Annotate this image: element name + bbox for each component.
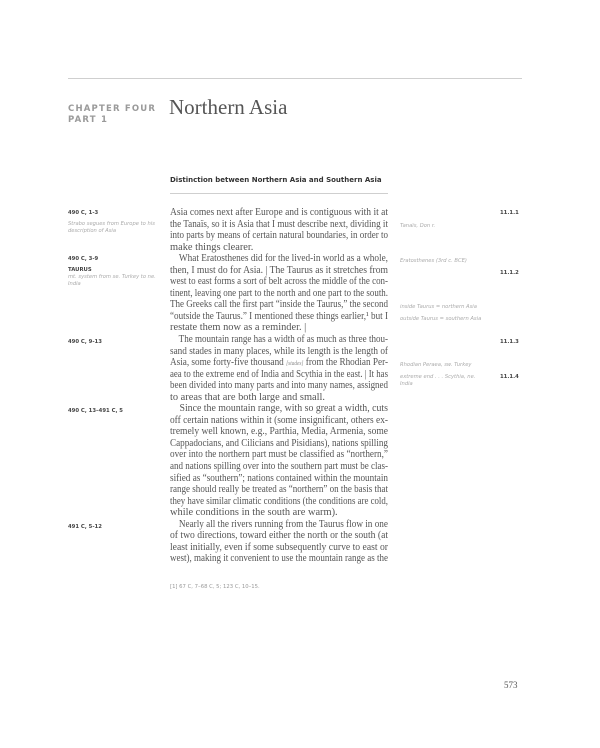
- text-line-content: tinent, leaving one part to the north and one part to the south.: [170, 287, 388, 299]
- text-line: [170, 496, 388, 508]
- text-line-content: then, I must do for Asia. | The Taurus as it stretches from: [170, 264, 388, 276]
- text-line: [170, 230, 388, 242]
- text-line: [170, 380, 388, 392]
- citation-ref: 491 C, 5-12: [68, 524, 102, 530]
- text-line: [170, 334, 388, 346]
- text-line: [170, 242, 388, 254]
- text-line-inner: [170, 288, 388, 300]
- text-line-inner: [170, 496, 388, 508]
- text-line-inner: [170, 392, 325, 404]
- text-line-inner: [170, 207, 388, 219]
- text-line: [170, 288, 388, 300]
- text-line-content: The mountain range has a width of as much as three thou-: [178, 334, 388, 346]
- text-line: [170, 265, 388, 277]
- text-line: [170, 392, 388, 404]
- text-line: [170, 473, 388, 485]
- text-line-inner: [170, 519, 388, 531]
- text-line-inner: [170, 415, 388, 427]
- text-line-inner: [170, 242, 253, 254]
- text-line-inner: [170, 438, 388, 450]
- text-line-inner: [170, 369, 388, 381]
- body-text: [170, 207, 388, 565]
- text-line-inner: [170, 542, 388, 554]
- text-line: [170, 369, 388, 381]
- page-title: Northern Asia: [169, 95, 288, 119]
- margin-note: Strabo segues from Europe to his description of Asia: [68, 221, 155, 234]
- text-line-content: What Eratosthenes did for the lived-in world as a whole,: [178, 253, 388, 265]
- text-line: [170, 484, 388, 496]
- text-line: [170, 253, 388, 265]
- margin-note-group: [68, 256, 160, 288]
- text-line-content: been divided into many parts and into many names, assigned: [170, 380, 388, 392]
- text-line: [170, 507, 388, 519]
- part-number: PART 1: [68, 115, 109, 125]
- chapter-label: [68, 104, 156, 126]
- text-line-content: sified as “southern”; nations contained within the mountain: [170, 472, 388, 484]
- text-line-content: the Tanaïs, so it is Asia that I must describe next, dividing it: [170, 218, 388, 230]
- margin-note-group: [68, 210, 160, 235]
- text-line-content: sand stades in many places, while its length is the length of: [170, 345, 388, 357]
- text-line-inner: [170, 346, 388, 358]
- margin-keyword: TAURUS: [68, 267, 92, 273]
- text-line-content: The Greeks call the first part “inside the Taurus,” the second: [170, 299, 388, 311]
- text-line-content: make things clearer.: [170, 241, 254, 253]
- text-line-inner: [170, 530, 388, 542]
- text-line: [170, 357, 388, 369]
- margin-note: mt. system from se. Turkey to ne. India: [68, 274, 156, 287]
- text-line-inner: [170, 507, 338, 519]
- text-line-content: aea to the extreme end of India and Scythia in the east. | It has: [170, 368, 388, 380]
- section-number: 11.1.3: [500, 339, 519, 345]
- section-number: 11.1.2: [500, 270, 519, 276]
- text-line-content: of two directions, toward either the north or the south (at: [170, 530, 388, 542]
- text-line-content: while conditions in the south are warm).: [170, 507, 338, 519]
- text-line-inner: [170, 334, 388, 346]
- text-line-content: over into the northern part must be classified as “northern,”: [170, 449, 388, 461]
- text-line: [170, 553, 388, 565]
- footnote: [1] 67 C, 7–68 C, 5; 123 C, 10–15.: [170, 584, 260, 590]
- text-line-inner: [170, 403, 388, 415]
- margin-gloss-group: [400, 362, 494, 388]
- text-line: [170, 519, 388, 531]
- text-line-content: Asia, some forty-five thousand: [170, 357, 284, 369]
- text-line-content: west), making it convenient to use the mountain range as the: [170, 553, 388, 565]
- section-number: 11.1.4: [500, 374, 519, 380]
- text-line: [170, 299, 388, 311]
- text-line-inner: [170, 473, 388, 485]
- text-line-content: into parts by means of certain natural boundaries, in order to: [170, 230, 388, 242]
- text-line-inner: [170, 461, 388, 473]
- margin-gloss: Eratosthenes (3rd c. BCE): [400, 258, 467, 264]
- text-line-content: restate them now as a reminder. |: [170, 322, 307, 334]
- text-line-content: range should really be treated as “northern” on the basis that: [170, 484, 388, 496]
- text-line: [170, 449, 388, 461]
- text-line: [170, 530, 388, 542]
- text-line: [170, 322, 388, 334]
- citation-ref: 490 C, 13–491 C, 5: [68, 408, 123, 414]
- text-line-content: Since the mountain range, with so great a width, cuts: [179, 403, 388, 415]
- text-line-content: off certain nations within it (some insignificant, others ex-: [170, 414, 388, 426]
- text-line-content: tremely well known, e.g., Parthia, Media, Armenia, some: [170, 426, 388, 438]
- text-line: [170, 207, 388, 219]
- citation-ref: 490 C, 1-3: [68, 210, 99, 216]
- text-line: [170, 415, 388, 427]
- text-line-inner: [170, 276, 388, 288]
- text-line-content: from the Rhodian Per-: [305, 357, 388, 369]
- text-line: [170, 311, 388, 323]
- text-line-inner: [170, 449, 388, 461]
- text-line-content: to areas that are both large and small.: [170, 391, 326, 403]
- page-number: 573: [504, 680, 518, 690]
- text-line-inner: [170, 311, 388, 323]
- editorial-insertion: [stades]: [286, 361, 304, 368]
- margin-gloss: outside Taurus = southern Asia: [400, 316, 482, 322]
- text-line-inner: [170, 253, 388, 265]
- text-line-inner: [170, 380, 388, 392]
- text-line-content: west to east forms a sort of belt across the middle of the con-: [170, 276, 388, 288]
- margin-gloss: extreme end . . . Scythia, ne.: [400, 374, 476, 380]
- margin-gloss: Tanaïs, Don r.: [400, 223, 436, 229]
- text-line-content: Asia comes next after Europe and is contiguous with it at: [170, 207, 388, 218]
- top-rule: [68, 78, 522, 79]
- chapter-number: CHAPTER FOUR: [68, 104, 157, 114]
- text-line-inner: [170, 219, 388, 231]
- text-line: [170, 542, 388, 554]
- margin-gloss: India: [400, 381, 413, 387]
- margin-gloss: inside Taurus = northern Asia: [400, 304, 477, 310]
- text-line-content: they have similar climatic conditions (the conditions are cold,: [170, 495, 388, 507]
- margin-gloss: Rhodian Peraea, sw. Turkey: [400, 362, 472, 368]
- citation-ref: 490 C, 3-9: [68, 256, 99, 262]
- text-line-content: Cappadocians, and Cilicians and Pisidians), nations spilling: [170, 437, 388, 449]
- text-line-inner: [170, 322, 306, 334]
- text-line-content: least initially, even if some subsequently curve to east or: [170, 541, 388, 553]
- text-line-inner: [170, 553, 388, 565]
- section-number: 11.1.1: [500, 210, 519, 216]
- text-line-content: “outside the Taurus.” I mentioned these things earlier,¹ but I: [170, 310, 388, 322]
- text-line: [170, 346, 388, 358]
- text-line: [170, 438, 388, 450]
- citation-ref: 490 C, 9-13: [68, 339, 102, 345]
- text-line: [170, 403, 388, 415]
- margin-gloss-group: [400, 304, 494, 323]
- section-rule: [170, 193, 388, 194]
- text-line: [170, 426, 388, 438]
- text-line: [170, 276, 388, 288]
- text-line-inner: [170, 230, 388, 242]
- text-line: [170, 219, 388, 231]
- text-line: [170, 461, 388, 473]
- text-line-content: and nations spilling over into the southern part must be clas-: [170, 461, 388, 473]
- section-heading: Distinction between Northern Asia and Southern Asia: [170, 176, 382, 184]
- text-line-inner: [170, 299, 388, 311]
- text-line-content: Nearly all the rivers running from the Taurus flow in one: [178, 518, 388, 530]
- text-line-inner: [170, 484, 388, 496]
- text-line-inner: [170, 265, 388, 277]
- text-line-inner: [170, 426, 388, 438]
